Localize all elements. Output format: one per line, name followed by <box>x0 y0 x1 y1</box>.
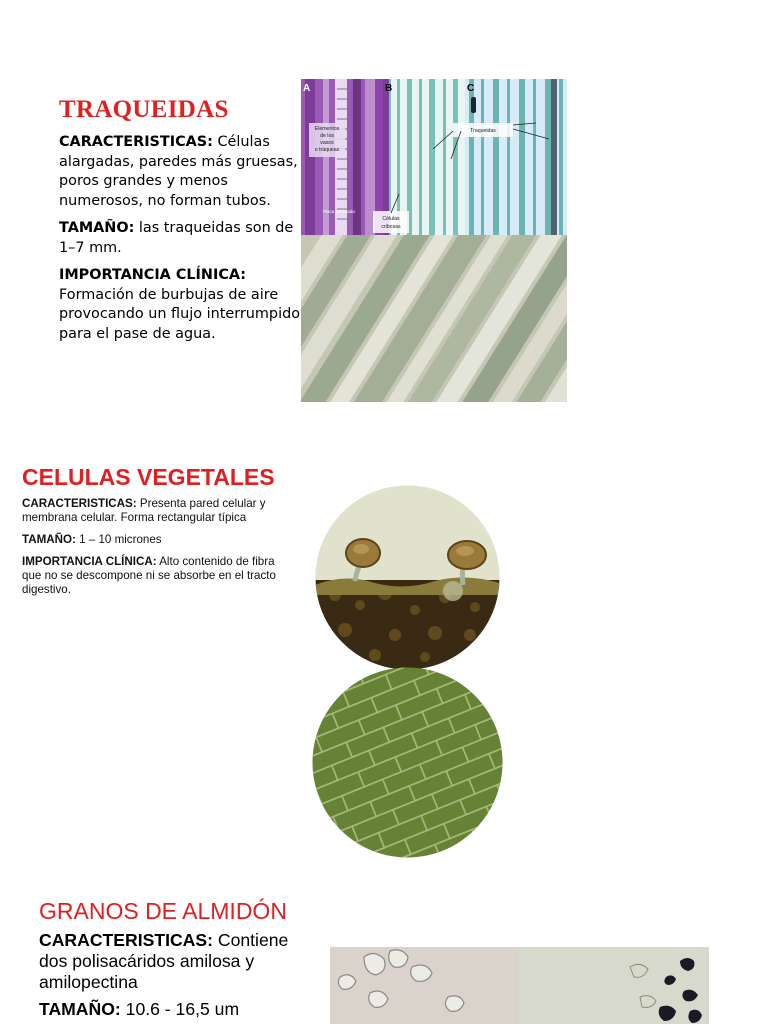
celulas-importancia <box>22 555 294 597</box>
tamano-text: las traqueidas son de 1–7 mm. <box>59 220 294 256</box>
cribosas-label-2: cribosas <box>381 224 401 230</box>
almidon-caracteristicas <box>39 930 319 993</box>
tamano-label: TAMAÑO: <box>59 220 135 236</box>
celulas-tamano <box>22 533 294 547</box>
caracteristicas-text: Células alargadas, paredes más gruesas, poros grandes y menos numerosos, no forman tubos. <box>59 134 298 209</box>
elementos-label-4: o tráqueas <box>314 147 340 153</box>
caracteristicas-label: CARACTERISTICAS: <box>39 930 213 950</box>
elementos-label-3: vasos <box>320 140 334 146</box>
traqueidas-label: Traqueidas <box>470 128 496 134</box>
traqueidas-micrograph-panels <box>301 79 567 235</box>
caracteristicas-label: CARACTERISTICAS: <box>22 497 137 510</box>
traqueidas-title: TRAQUEIDAS <box>59 96 229 123</box>
traqueidas-tamano <box>59 219 301 258</box>
importancia-text: Formación de burbujas de aire provocando un flujo interrumpido para el pase de agua. <box>59 286 301 342</box>
tamano-text: 10.6 - 16,5 um <box>120 999 240 1019</box>
granos-almidon-title: GRANOS DE ALMIDÓN <box>39 898 287 924</box>
importancia-text: Alto contenido de fibra que no se descompone ni se absorbe en el tracto digestivo. <box>22 555 276 596</box>
traqueidas-wood-fibers-micrograph <box>301 235 567 402</box>
almidon-micrographs <box>330 947 709 1024</box>
tamano-label: TAMAÑO: <box>39 999 121 1019</box>
panel-c-label: C <box>467 83 475 94</box>
elementos-label-1: Elementos <box>314 126 340 132</box>
caracteristicas-text: Contiene dos polisacáridos amilosa y amilopectina <box>39 930 289 992</box>
cribosas-label-1: Células <box>382 216 400 222</box>
placa-label: Placa perforada <box>323 209 355 214</box>
traqueidas-caracteristicas <box>59 133 301 211</box>
celulas-vegetales-title: CELULAS VEGETALES <box>22 464 275 490</box>
celulas-caracteristicas <box>22 497 294 525</box>
importancia-label: IMPORTANCIA CLÍNICA: <box>22 555 157 568</box>
panel-b-label: B <box>385 83 393 94</box>
importancia-label: IMPORTANCIA CLÍNICA: <box>59 267 247 283</box>
tamano-label: TAMAÑO: <box>22 533 76 546</box>
celulas-micrograph-trichomes <box>315 485 500 670</box>
caracteristicas-text: Presenta pared celular y membrana celular. Forma rectangular típica <box>22 497 266 524</box>
elementos-label-2: de los <box>320 133 334 139</box>
panel-a-label: A <box>303 83 311 94</box>
celulas-micrograph-green-cells <box>312 667 503 858</box>
tamano-text: 1 – 10 micrones <box>75 533 162 546</box>
almidon-tamano <box>39 999 319 1020</box>
traqueidas-importancia <box>59 266 301 344</box>
caracteristicas-label: CARACTERISTICAS: <box>59 134 213 150</box>
